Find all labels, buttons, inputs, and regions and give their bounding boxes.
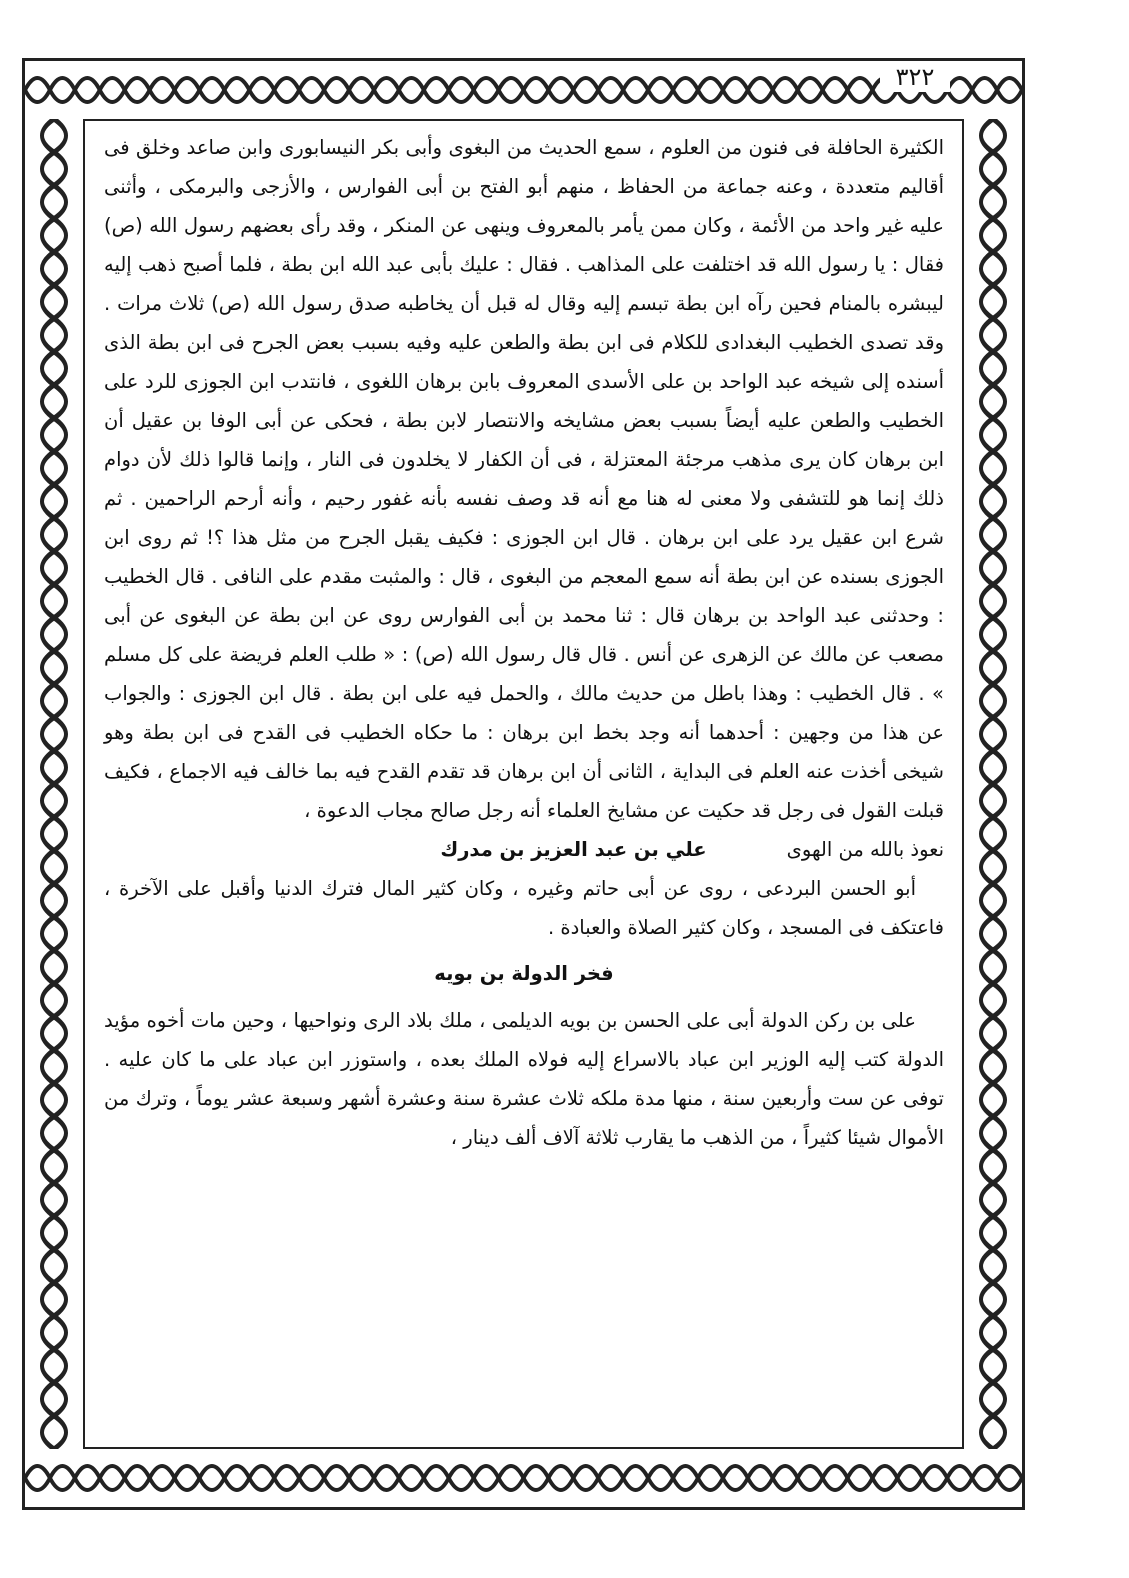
border-bottom-ornament [25,1449,1022,1507]
entry-heading: علي بن عبد العزيز بن مدرك [440,838,707,861]
entry-heading-row [104,830,944,869]
paragraph-bardai: أبو الحسن البردعى ، روى عن أبى حاتم وغيره ، وكان كثير المال فترك الدنيا وأقبل على الآخرة ، فاعتكف فى المسجد ، وكان كثير الصلاة والعبادة . [104,877,944,939]
paragraph-ibn-batta: الكثيرة الحافلة فى فنون من العلوم ، سمع الحديث من البغوى وأبى بكر النيسابورى وابن صاعد وخلق فى أقاليم متعددة ، وعنه جماعة من الحفاظ ، منهم أبو الفتح بن أبى الفوارس ، والأزجى والبرمكى ، وأثنى عليه غير واحد من الأئمة ، وكان ممن يأمر بالمعروف وينهى عن المنكر ، وقد رأى بعضهم رسول الله (ص) فقال : يا رسول الله قد اختلفت على المذاهب . فقال : عليك بأبى عبد الله ابن بطة ، فلما أصبح ذهب إليه ليبشره بالمنام فحين رآه ابن بطة تبسم إليه وقال له قبل أن يخاطبه صدق رسول الله (ص) ثلاث مرات . وقد تصدى الخطيب البغدادى للكلام فى ابن بطة والطعن عليه وفيه بسبب بعض الجرح فى ابن بطة الذى أسنده إلى شيخه عبد الواحد بن على الأسدى المعروف بابن برهان اللغوى ، فانتدب ابن الجوزى للرد على الخطيب والطعن عليه أيضاً بسبب بعض مشايخه والانتصار لابن بطة ، فحكى عن أبى الوفا بن عقيل أن ابن برهان كان يرى مذهب مرجئة المعتزلة ، فى أن الكفار لا يخلدون فى النار ، وإنما قالوا ذلك لأن دوام ذلك إنما هو للتشفى ولا معنى له هنا مع أنه قد وصف نفسه بأنه غفور رحيم ، وأنه أرحم الراحمين . ثم شرع ابن عقيل يرد على ابن برهان . قال ابن الجوزى : فكيف يقبل الجرح من مثل هذا ؟! ثم روى ابن الجوزى بسنده عن ابن بطة أنه سمع المعجم من البغوى ، قال : والمثبت مقدم على النافى . قال الخطيب : وحدثنى عبد الواحد بن برهان قال : ثنا محمد بن أبى الفوارس روى عن ابن بطة عن البغوى عن أبى مصعب عن مالك عن الزهرى عن أنس . قال قال رسول الله (ص) : « طلب العلم فريضة على كل مسلم » . قال الخطيب : وهذا باطل من حديث مالك ، والحمل فيه على ابن بطة . قال ابن الجوزى : والجواب عن هذا من وجهين : أحدهما أنه وجد بخط ابن برهان : ما حكاه الخطيب فى القدح فى ابن بطة وهو شيخى أخذت عنه العلم فى البداية ، الثانى أن ابن برهان قد تقدم القدح فيه بما خالف فيه الاجماع ، فكيف قبلت القول فى رجل قد حكيت عن مشايخ العلماء أنه رجل صالح مجاب الدعوة ، [104,136,944,822]
border-left-ornament [25,119,83,1449]
page-body [104,128,944,1157]
paragraph-fakhr-al-dawla: على بن ركن الدولة أبى على الحسن بن بويه الديلمى ، ملك بلاد الرى ونواحيها ، وحين مات أخوه مؤيد الدولة كتب إليه الوزير ابن عباد بالاسراع إليه فولاه الملك بعده ، واستوزر ابن عباد على ما كان عليه . توفى عن ست وأربعين سنة ، منها مدة ملكه ثلاث عشرة سنة وعشرة أشهر وسبعة عشر يوماً ، وترك من الأموال شيئا كثيراً ، من الذهب ما يقارب ثلاثة آلاف ألف دينار ، [104,1009,944,1149]
paragraph-ending: نعوذ بالله من الهوى [786,838,944,861]
border-right-ornament [964,119,1022,1449]
border-top-ornament [25,61,1022,119]
page-number: ٣٢٢ [880,62,950,92]
section-title: فخر الدولة بن بويه [434,962,614,985]
